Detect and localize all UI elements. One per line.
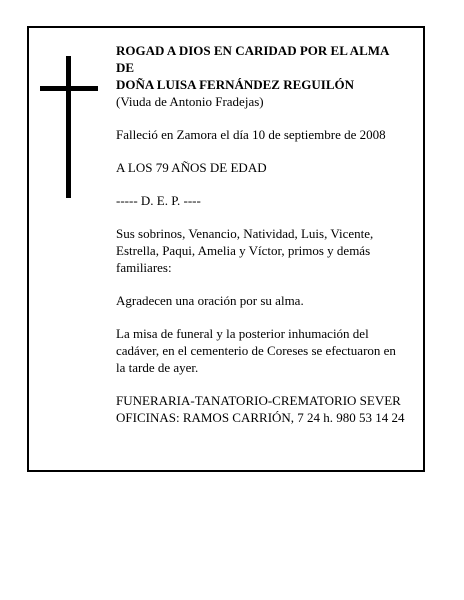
cross-vertical-bar xyxy=(66,56,71,198)
funeral-home-line-1: FUNERARIA-TANATORIO-CREMATORIO SEVER xyxy=(116,393,401,408)
widow-note: (Viuda de Antonio Fradejas) xyxy=(116,94,264,109)
obituary-notice xyxy=(27,26,425,472)
funeral-line-3: la tarde de ayer. xyxy=(116,360,199,375)
family-line-3: familiares: xyxy=(116,260,172,275)
funeral-home-line-2: OFICINAS: RAMOS CARRIÓN, 7 24 h. 980 53 14 24 xyxy=(116,410,405,425)
deceased-name: DOÑA LUISA FERNÁNDEZ REGUILÓN xyxy=(116,77,355,92)
heading-line-2: DE xyxy=(116,60,135,75)
cross-horizontal-bar xyxy=(40,86,98,91)
cross-icon xyxy=(40,56,98,198)
family-line-1: Sus sobrinos, Venancio, Natividad, Luis, Vicente, xyxy=(116,226,374,241)
heading-line-1: ROGAD A DIOS EN CARIDAD POR EL ALMA xyxy=(116,43,390,58)
thanks-line: Agradecen una oración por su alma. xyxy=(116,293,304,308)
death-info: Falleció en Zamora el día 10 de septiembre de 2008 xyxy=(116,127,386,142)
notice-text xyxy=(116,42,422,426)
age-line: A LOS 79 AÑOS DE EDAD xyxy=(116,160,267,175)
family-line-2: Estrella, Paqui, Amelia y Víctor, primos y demás xyxy=(116,243,371,258)
funeral-line-1: La misa de funeral y la posterior inhumación del xyxy=(116,326,369,341)
funeral-line-2: cadáver, en el cementerio de Coreses se efectuaron en xyxy=(116,343,396,358)
rip-line: ----- D. E. P. ---- xyxy=(116,193,201,208)
